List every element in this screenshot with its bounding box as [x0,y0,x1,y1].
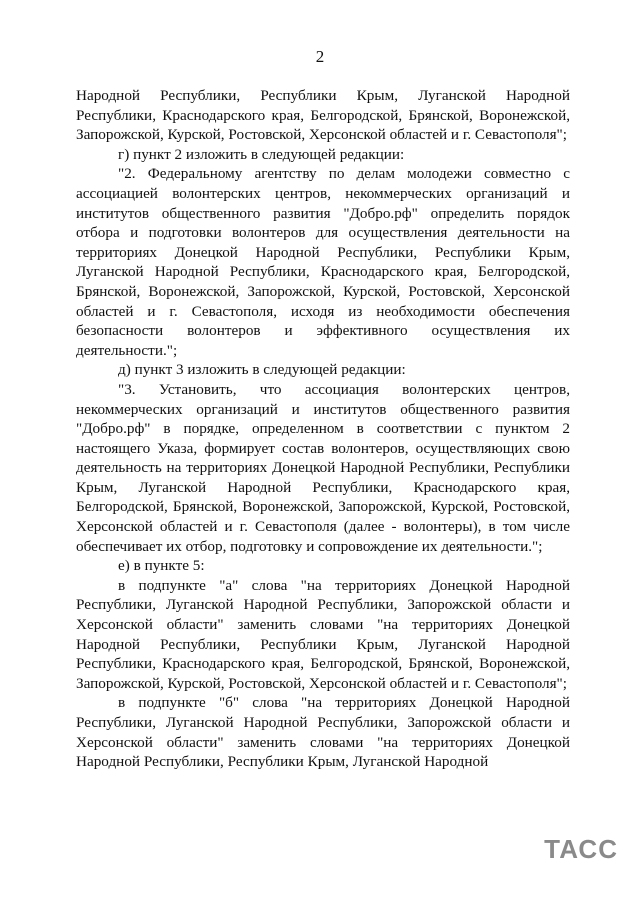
paragraph-item-g: г) пункт 2 изложить в следующей редакции: [118,145,405,163]
paragraph-clause-2: "2. Федеральному агентству по делам молодежи совместно с ассоциацией волонтерских центров, некоммерческих организаций и институтов общественного развития "Добро.рф" определить порядок отбора и подготовки волонтеров для осуществления деятельности на территориях Донецкой Народной Республики, Республики Крым, Луганской Народной Республики, Краснодарского края, Белгородской, Брянской, Воронежской, Запорожской, Курской, Ростовской, Херсонской областей и г. Севастополя, исходя из необходимости обеспечения безопасности волонтеров и эффективного осуществления их деятельности."; [76,165,570,359]
page-number: 2 [315,47,325,66]
paragraph-item-e: е) в пункте 5: [118,557,205,575]
document-body [76,86,570,772]
paragraph-subclause-b: в подпункте "б" слова "на территориях Донецкой Народной Республики, Луганской Народной Республики, Запорожской области и Херсонской области" заменить словами "на территориях Донецкой Народной Республики, Республики Крым, Луганской Народной [76,694,570,771]
paragraph-clause-3: "3. Установить, что ассоциация волонтерских центров, некоммерческих организаций и институтов общественного развития "Добро.рф" в порядке, определенном в соответствии с пунктом 2 настоящего Указа, формирует состав волонтеров, осуществляющих свою деятельность на территориях Донецкой Народной Республики, Республики Крым, Луганской Народной Республики, Краснодарского края, Белгородской, Брянской, Воронежской, Запорожской, Курской, Ростовской, Херсонской областей и г. Севастополя (далее - волонтеры), в том числе обеспечивает их отбор, подготовку и сопровождение их деятельности."; [76,380,570,555]
paragraph-subclause-a: в подпункте "а" слова "на территориях Донецкой Народной Республики, Луганской Народной Республики, Запорожской области и Херсонской области" заменить словами "на территориях Донецкой Народной Республики, Республики Крым, Луганской Народной Республики, Краснодарского края, Белгородской, Брянской, Воронежской, Запорожской, Курской, Ростовской, Херсонской областей и г. Севастополя"; [76,576,570,692]
tass-watermark: ТАСС [544,834,618,864]
paragraph-continuation: Народной Республики, Республики Крым, Луганской Народной Республики, Краснодарского края, Белгородской, Брянской, Воронежской, Запорожской, Курской, Ростовской, Херсонской областей и г. Севастополя"; [76,87,570,144]
paragraph-item-d: д) пункт 3 изложить в следующей редакции: [118,361,406,379]
